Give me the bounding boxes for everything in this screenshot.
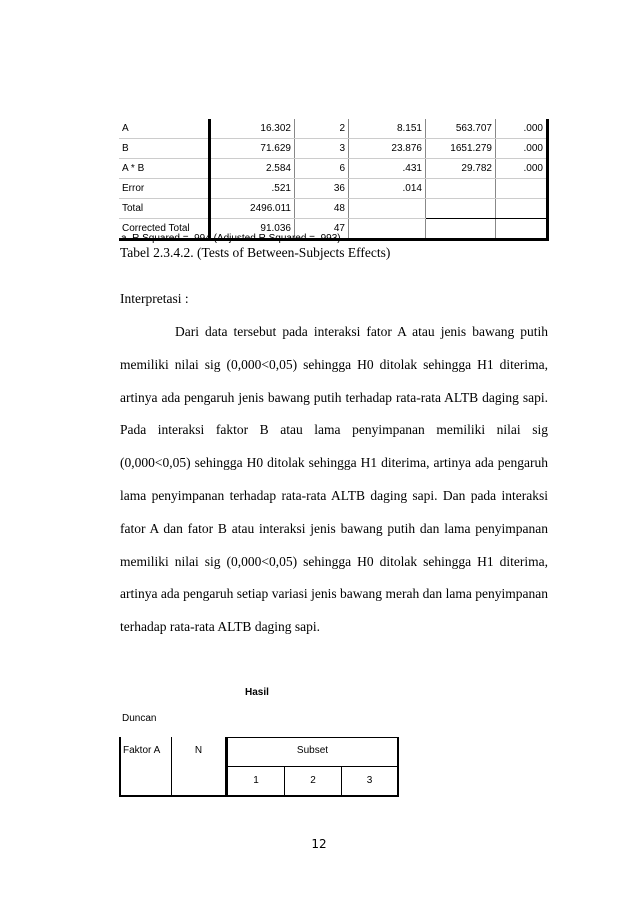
anova-row [119, 159, 548, 179]
anova-cell-sum-of-squares: 91.036 [210, 219, 295, 240]
anova-cell-f-value [426, 219, 496, 240]
anova-cell-source: Total [119, 199, 210, 219]
anova-cell-f-value [426, 179, 496, 199]
anova-cell-sig: .000 [496, 139, 548, 159]
anova-table [119, 119, 549, 241]
anova-row [119, 199, 548, 219]
anova-cell-mean-square: 8.151 [349, 119, 426, 139]
anova-cell-source: Error [119, 179, 210, 199]
duncan-subset-col-1: 1 [253, 775, 259, 786]
duncan-left-border [119, 737, 121, 797]
anova-cell-df: 2 [295, 119, 349, 139]
anova-cell-sig [496, 219, 548, 240]
anova-cell-f-value: 563.707 [426, 119, 496, 139]
anova-cell-mean-square: .431 [349, 159, 426, 179]
anova-cell-mean-square [349, 219, 426, 240]
anova-cell-sig: .000 [496, 119, 548, 139]
anova-cell-source: A [119, 119, 210, 139]
anova-cell-sum-of-squares: 71.629 [210, 139, 295, 159]
anova-cell-df: 47 [295, 219, 349, 240]
section-subheading: Interpretasi : [120, 291, 189, 306]
anova-cell-mean-square: .014 [349, 179, 426, 199]
anova-cell-df: 6 [295, 159, 349, 179]
duncan-header-n: N [194, 745, 203, 756]
duncan-subset-col-2: 2 [310, 775, 316, 786]
anova-row [119, 119, 548, 139]
anova-row [119, 139, 548, 159]
anova-cell-sum-of-squares: 2496.011 [210, 199, 295, 219]
anova-cell-mean-square [349, 199, 426, 219]
anova-cell-sig [496, 179, 548, 199]
anova-cell-f-value: 1651.279 [426, 139, 496, 159]
anova-cell-df: 3 [295, 139, 349, 159]
anova-cell-sig [496, 199, 548, 219]
anova-footnote: a. R Squared = .994 (Adjusted R Squared = .993) [121, 233, 341, 244]
anova-cell-sum-of-squares: .521 [210, 179, 295, 199]
anova-cell-f-value: 29.782 [426, 159, 496, 179]
anova-cell-sum-of-squares: 2.584 [210, 159, 295, 179]
duncan-method-label: Duncan [122, 713, 157, 724]
anova-row [119, 179, 548, 199]
duncan-header-factor: Faktor A [123, 745, 161, 756]
anova-cell-source: B [119, 139, 210, 159]
interpretation-paragraph: Dari data tersebut pada interaksi fator A atau jenis bawang putih memiliki nilai sig (0,000<0,05) sehingga H0 ditolak sehingga H1 diterima, artinya ada pengaruh jenis bawang putih terhadap rata-rata ALTB daging sapi. Pada interaksi faktor B atau lama penyimpanan memiliki nilai sig (0,000<0,05) sehingga H0 ditolak sehingga H1 diterima, artinya ada pengaruh lama penyimpanan terhadap rata-rata ALTB daging sapi. Dan pada interaksi fator A dan fator B atau interaksi jenis bawang putih dan lama penyimpanan memiliki nilai sig (0,000<0,05) sehingga H0 ditolak sehingga H1 diterima, artinya ada pengaruh setiap variasi jenis bawang merah dan lama penyimpanan terhadap rata-rata ALTB daging sapi. [120, 324, 548, 635]
anova-cell-sum-of-squares: 16.302 [210, 119, 295, 139]
anova-cell-f-value [426, 199, 496, 219]
page-number: 12 [311, 837, 327, 851]
anova-cell-sig: .000 [496, 159, 548, 179]
anova-cell-df: 48 [295, 199, 349, 219]
duncan-top-border [227, 737, 399, 738]
anova-cell-mean-square: 23.876 [349, 139, 426, 159]
duncan-table-title: Hasil [245, 687, 269, 698]
duncan-right-border [397, 737, 399, 797]
anova-cell-source: A * B [119, 159, 210, 179]
duncan-table [119, 737, 399, 797]
duncan-bottom-border [119, 795, 399, 797]
anova-cell-df: 36 [295, 179, 349, 199]
duncan-subset-col-3: 3 [366, 775, 373, 786]
anova-cell-source: Corrected Total [119, 219, 210, 240]
table-caption: Tabel 2.3.4.2. (Tests of Between-Subjects Effects) [120, 245, 391, 260]
duncan-header-subset: Subset [296, 745, 329, 756]
duncan-subset-divider [227, 766, 399, 767]
